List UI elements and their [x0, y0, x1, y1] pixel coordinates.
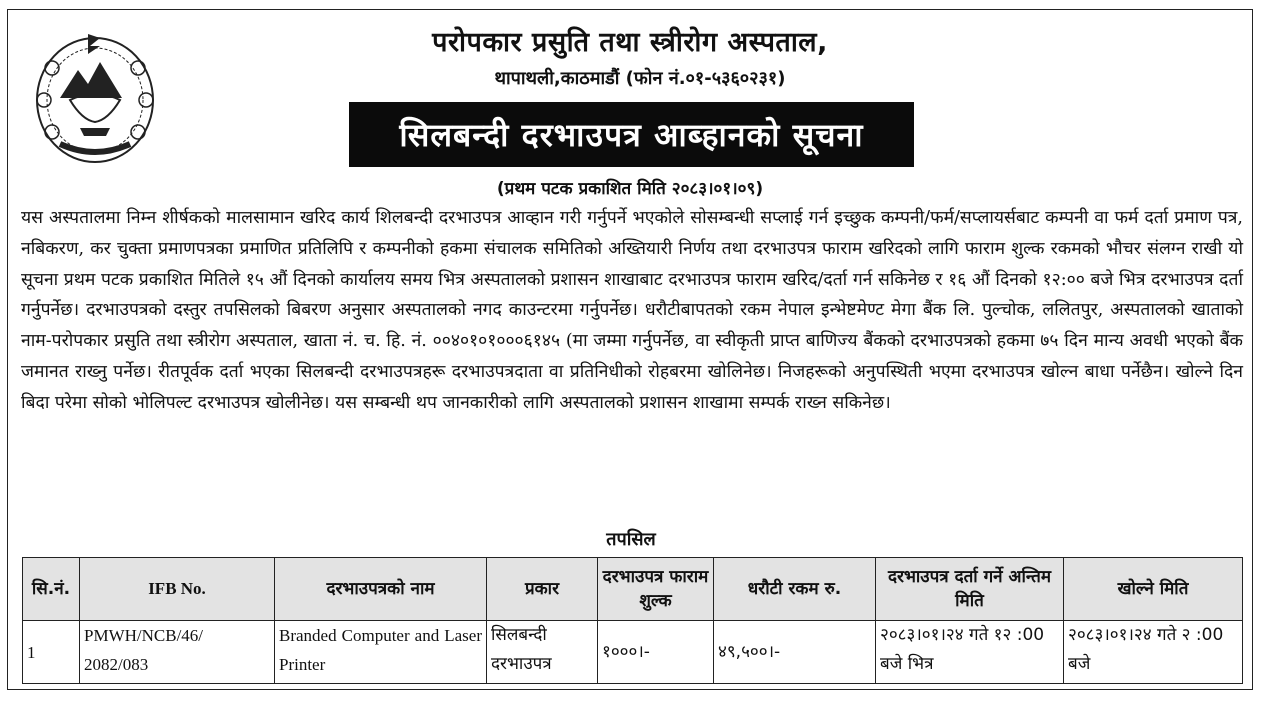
published-date: (प्रथम पटक प्रकाशित मिति २०८३।०१।०९)	[496, 179, 764, 199]
cell-form-fee: १०००।-	[598, 621, 714, 684]
column-header-sn: सि.नं.	[23, 558, 80, 621]
notice-title-banner: सिलबन्दी दरभाउपत्र आब्हानको सूचना	[349, 102, 914, 167]
table-header-row	[23, 558, 1243, 621]
column-header-type: प्रकार	[487, 558, 598, 621]
column-header-ifb: IFB No.	[80, 558, 275, 621]
cell-deadline: २०८३।०१।२४ गते १२ :00 बजे भित्र	[876, 621, 1064, 684]
organization-address: थापाथली,काठमाडौं (फोन नं.०१-५३६०२३१)	[494, 68, 786, 89]
cell-ifb-no: PMWH/NCB/46/ 2082/083	[80, 621, 275, 684]
tender-schedule-table	[22, 557, 1243, 684]
notice-body: यस अस्पतालमा निम्न शीर्षकको मालसामान खरिद कार्य शिलबन्दी दरभाउपत्र आव्हान गरी गर्नुपर्ने भएकोले सोसम्बन्धी सप्लाई गर्न इच्छुक कम्पनी/फर्म/सप्लायर्सबाट कम्पनी वा फर्म दर्ता प्रमाण पत्र, नबिकरण, कर चुक्ता प्रमाणपत्रका प्रमाणित प्रतिलिपि र कम्पनीको हकमा संचालक समितिको अख्तियारी निर्णय तथा दरभाउपत्र फाराम खरिदको लागि फाराम शुल्क रकमको भौचर संलग्न राखी यो सूचना प्रथम पटक प्रकाशित मितिले १५ औं दिनको कार्यालय समय भित्र अस्पतालको प्रशासन शाखाबाट दरभाउपत्र फाराम खरिद/दर्ता गर्न सकिनेछ र १६ औं दिनको १२:०० बजे भित्र दरभाउपत्र दर्ता गर्नुपर्नेछ। दरभाउपत्रको दस्तुर तपसिलको बिबरण अनुसार अस्पतालको नगद काउन्टरमा गर्नुपर्नेछ। धरौटीबापतको रकम नेपाल इन्भेष्टमेण्ट मेगा बैंक लि. पुल्चोक, ललितपुर, अस्पतालको खाताको नाम-परोपकार प्रसुति तथा स्त्रीरोग अस्पताल, खाता नं. च. हि. नं. ००४०१०१०००६१४५ (मा जम्मा गर्नुपर्नेछ, वा स्वीकृती प्राप्त बाणिज्य बैंकको दरभाउपत्रको हकमा ७५ दिन मान्य अवधी भएको बैंक जमानत राख्नु पर्नेछ। रीतपूर्वक दर्ता भएका सिलबन्दी दरभाउपत्रहरू दरभाउपत्रदाता वा प्रतिनिधीको रोहबरमा खोलिनेछ। निजहरूको अनुपस्थिती भएमा दरभाउपत्र खोल्न बाधा पर्नेछैन। खोल्ने दिन बिदा परेमा सोको भोलिपल्ट दरभाउपत्र खोलीनेछ। यस सम्बन्धी थप जानकारीको लागि अस्पतालको प्रशासन शाखामा सम्पर्क राख्न सकिनेछ।	[21, 208, 1243, 413]
cell-sn: 1	[23, 621, 80, 684]
column-header-deposit: धरौटी रकम रु.	[714, 558, 876, 621]
cell-type: सिलबन्दी दरभाउपत्र	[487, 621, 598, 684]
government-emblem-icon	[30, 28, 160, 168]
cell-opening: २०८३।०१।२४ गते २ :00 बजे	[1064, 621, 1243, 684]
schedule-title: तपसिल	[606, 529, 656, 550]
column-header-opening: खोल्ने मिति	[1064, 558, 1243, 621]
column-header-form-fee: दरभाउपत्र फाराम शुल्क	[598, 558, 714, 621]
cell-name: Branded Computer and Laser Printer	[275, 621, 487, 684]
column-header-name: दरभाउपत्रको नाम	[275, 558, 487, 621]
column-header-deadline: दरभाउपत्र दर्ता गर्ने अन्तिम मिति	[876, 558, 1064, 621]
cell-deposit: ४९,५००।-	[714, 621, 876, 684]
organization-name: परोपकार प्रसुति तथा स्त्रीरोग अस्पताल,	[432, 27, 828, 58]
table-row	[23, 621, 1243, 684]
